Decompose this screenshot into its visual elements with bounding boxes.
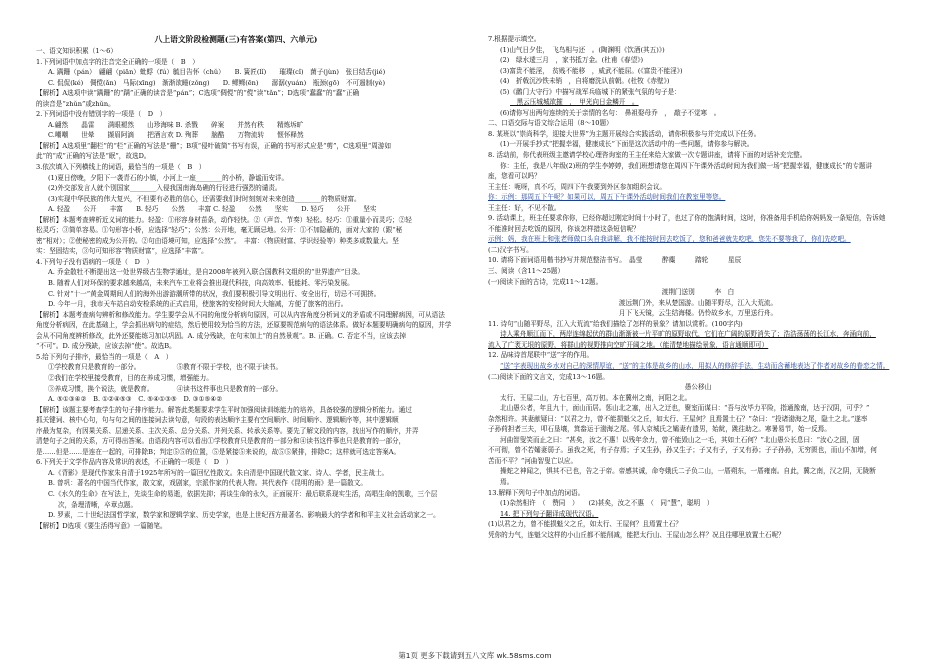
right-line-7: (6)请你写出两句连续的关于亲情的名句： 鼻祖娶母乔 ， 敲子不觉寒 。 — [500, 108, 721, 117]
left-line-34: 【解析】该题主要考查学生的句子排序能力。解答此类题要求学生平时加强阅读训练能力的培养，具备较强的逻辑分析能力。通过 — [36, 405, 412, 414]
right-line-43: 13.解释下列句子中加点的词语。 — [488, 488, 585, 497]
left-line-40: A.《背影》是现代作家朱自清于1925年所写的一篇回忆性散文。朱自清是中国现代散文家、诗人、学者，民主战士。 — [48, 468, 389, 477]
right-line-20: (二)汉字书写。 — [488, 245, 533, 254]
right-column-lines — [488, 34, 908, 540]
left-line-12: (1)夏日傍晚，夕阳下一袭青石的小镇，小河上一座________的小桥，静谧而安详。 — [48, 173, 289, 182]
right-line-37: 子孙荷担者三夫，叩石垦壤，箕畚运于渤海之尾。邻人京城氏之孀妻有遗男，始龀，跳往助之。寒暑易节，始一反焉。 — [488, 425, 831, 434]
left-line-39: 6.下列关于文学作品内容及常识的表述，不正确的一项是（ D ） — [36, 458, 233, 467]
left-line-5: 的读音是“zhǔn”或zhǔn。 — [36, 99, 115, 108]
right-line-18: 不能准时回去吃饭的原因，你该怎样措这条短信呢？ — [488, 224, 640, 233]
right-line-16: 王主任：好，不见不散。 — [488, 203, 561, 212]
left-line-9: 【解析】A选项里“翻栏”的“栏”正确的写法是“栅”；B项“侵叶破简”书写有误，正确的书写形式应是“剪”，C选项里“周游如 — [36, 141, 392, 150]
right-line-26: 月下飞天镜，云生结海楼。仍怜故乡水，万里送行舟。 — [618, 309, 778, 318]
left-line-43: 次，条理清晰，卒章点题。 — [58, 500, 138, 509]
right-line-32: (二)阅读下面的文言文，完成13～16题。 — [488, 372, 609, 381]
left-line-20: 4.下列句子没有语病的一项是（ D ） — [36, 257, 154, 266]
left-line-44: D. 罗素，二十世纪法国哲学家，数学家和逻辑学家、历史学家，也是上世纪西方最著名、影响最大的学者和和平主义社会活动家之一。 — [48, 511, 440, 520]
right-line-2: (2) 绿水逶三月 ，家书抵万金。(杜甫《春望》) — [500, 56, 644, 65]
left-line-18: 密”相对）；②使秘密的成为公开的。②句由语境可知，应选择“公然”。 丰富：（物质财富、学识经验等）种类多或数量大。坚 — [36, 236, 399, 245]
left-line-41: B. 曾巩：著名的中国当代作家，散文家，戏剧家，宗派作家的代表人物。其代表作《昆明的雨》是一篇散文。 — [48, 479, 367, 488]
left-line-38: 是……但是……是连在一起的，可排除B；判定⑤⑤的位置，⑤是紧接⑤来说的，故⑤⑤紧排，排除C；这样就可选定答案A。 — [36, 447, 401, 456]
left-line-21: A. 乔金散牡不断提出这一处世界级古生物学通址，是自2008年被列入联合国教科文组织的“世界遗产”目录。 — [48, 268, 365, 277]
left-line-45: 【解析】D选项《要生活得写意》一篇随笔。 — [36, 521, 167, 530]
left-line-31: ②我们在学校里接受教育，目的在养成习惯，增强能力。 — [48, 373, 213, 382]
right-line-9: 8. 某班以“崇尚科学，迎接大世界”为主题开展综合实践活动，请你积极参与并完成以下任务。 — [488, 129, 761, 138]
right-line-38: 河曲智叟笑而止之曰：“甚矣，汝之不惠！以残年余力，曾不能毁山之一毛，其如土石何？”北山愚公长息曰：“汝心之固，固 — [500, 435, 860, 444]
right-line-27: 11. 诗句“山随平野尽，江入大荒流”给我们描绘了怎样的景象？请加以赏析。(100字内) — [488, 319, 743, 328]
left-line-22: B. 随着人们对环保的要求越来越高，未来汽车工业将会推出现代科技，向高效率、低能耗、零污染发展。 — [48, 279, 354, 288]
left-line-29: 5.给下列句子排序，最恰当的一项是（ A ） — [36, 352, 173, 361]
left-line-30: ①学校教育只是教育的一部分。 ⑤教育不限于学校，也不限于读书。 — [48, 363, 283, 372]
left-line-28: “不可”。D. 成分残缺，应该去掉“使”。故选B。 — [36, 342, 176, 351]
page-footer: 第1页 更多下载请到五八文库 wk.58sms.com — [398, 651, 552, 660]
left-line-25: 【解析】本题考查病句辨析和修改能力。学生要学会从不同的角度分析病句原因，可以从内容角度分析词义的矛盾或不同理解病因，可从语法 — [36, 310, 445, 319]
left-line-15: A. 轻盈 公开 丰富 B. 轻巧 公然 丰富 C. 轻盈 公然 坚实 D. 轻巧 公开 坚实 — [48, 205, 377, 214]
right-line-30: 12. 品味诗首尾联中“送”字的作用。 — [488, 351, 594, 360]
left-line-27: 会从不同角度辨析修改，此外还要能练习加以巩固。A. 成分残缺，在句末加上“的自然景观”。B. 正确。C. 否定不当，应该去掉 — [36, 331, 407, 340]
right-line-25: 渡远荆门外，来从楚国游。山随平野尽，江入大荒流。 — [618, 298, 778, 307]
left-column — [36, 34, 456, 531]
left-line-1: 1.下列词语中加点字的注音完全正确的一项是（ B ） — [36, 57, 199, 66]
right-line-10: (1)一开展手抄式“把握幸福，健康成长”下面是这次活动中的一些问题，请你参与解决。 — [500, 140, 754, 149]
right-line-14: 王主任：呃呀，真不巧，周四下午我要到外区参加组织会议。 — [488, 182, 667, 191]
right-line-1: (1)山气日夕佳， 飞鸟相与还 。(陶渊明《饮酒(其五)》) — [500, 45, 665, 54]
left-line-6: 2.下列词语中没有错别字的一项是（ D ） — [36, 110, 167, 119]
right-line-29: 流入了广袤无垠的原野，将群山的视野推向空旷开阔之地。（能清楚地描绘景象，语言通顺即可） — [488, 340, 769, 349]
right-line-41: 操蛇之神闻之，惧其不已也，告之于帝。帝感其诚，命夸娥氏二子负二山，一厝朔东，一厝雍南。自此，冀之南，汉之阴，无陇断 — [500, 467, 876, 476]
left-line-8: C.嘲嘲 世晕 撷眉阿滴 把酒言欢 D. 殉葬 脑酷 万物流转 惬怀释然 — [48, 131, 304, 140]
right-line-45: 14. 把下列句子翻译成现代汉语。 — [500, 509, 599, 518]
left-line-19: 实：坚固结实，③句可知形容“物质财富”，应选择“丰富”。 — [36, 247, 208, 256]
right-line-33: 愚公移山 — [684, 383, 712, 392]
right-line-15: 你：示例：那周五下午呢？如果可以，周五下午课外活动时间我们在教室里等您。 — [488, 193, 726, 202]
left-line-33: A. ⑤①③④② B. ①②④⑤③ C. ⑤④①③⑤ D. ③①⑤④② — [48, 395, 223, 404]
left-line-14: (3)实现中华民族的伟大复兴，不但要有必胜的信心，还需要我们时时刻刻对未来创造________的物质财富。 — [48, 194, 361, 203]
right-line-39: 不可彻，曾不若孀妻弱子。虽我之死，有子存焉；子又生孙，孙又生子；子又有子，子又有孙；子子孙孙，无穷匮也，而山不加增，何 — [488, 446, 878, 455]
right-line-0: 7.根据提示填空。 — [488, 35, 541, 43]
left-line-0: 一、语文知识积累（1～6） — [36, 47, 117, 55]
left-line-4: 【解析】A选项中读“蹒跚”的“蹒”正确的读音是“pán”；C选项“倜傥”的“傥”读“tǎn”；D选项“蠢蠢”的“蠢”正确 — [36, 89, 360, 98]
right-line-22: 三、阅读（含11～25题） — [488, 267, 565, 276]
left-line-3: C. 侃侃(ké) 倜傥(ǎn) 马际(xīng) 渐渐欲睡(zǒng) D. 鳏鳏(ēn) 潺潺(yuán) 瓶颈(ɡō) 不可遏制(yè) — [48, 78, 386, 87]
left-line-24: D. 今年一月，我市天车站自动安检系统的正式启用，使旅客的安检时间大大缩减，方便了旅客的出行。 — [48, 300, 348, 309]
left-line-32: ③养成习惯，换个说法，就是教育。 ④读书这件事也只是教育的一部分。 — [48, 384, 283, 393]
right-line-21: 10. 请将下面词语用楷书抄写并规范整洁书写。 晶莹 醉麋 踏轮 星辰 — [488, 256, 742, 265]
left-line-11: 3.依次填入下列横线上的词语，最恰当的一项是（ B ） — [36, 163, 206, 172]
left-line-7: A.翩然 晶雷 满眼褪然 山珍海味 B. 杀戮 碎案 并然有秩 精炼坼旷 — [48, 120, 304, 129]
right-column — [488, 34, 908, 540]
right-line-12: 你：主任，我是八年级(2)班的学生李婷婷，我们班想请您在周四下午课外活动时间为我们做一场“把握幸福，健康成长”的专题讲 — [500, 161, 873, 170]
right-line-17: 9. 活动课上，班主任要求你你，已经你超过刚定时间十小时了，也过了你的饱满时间，这时，你准备用手机给你妈妈发一条短信，告诉她 — [488, 214, 886, 223]
right-line-19: 示例：妈，我在班上和张老师做口头自我讲解，我不能按时回去吃饭了，您和爸爸就先吃吧，您先不要等我了，你们先吃吧。 — [488, 235, 851, 244]
right-line-4: (4) 折戟沉沙铁未销 ，自将磨洗认前朝。(杜牧《赤壁》) — [500, 77, 670, 86]
right-line-31: “送”字表现出故乡水对自己的深情厚谊，“送”的主体是故乡的山水，用拟人的修辞手法，生动而含蓄地表达了作者对故乡的眷恋之情。 — [500, 361, 890, 370]
left-line-10: 此”的“成”正确的写法是“眠”，故选D。 — [36, 152, 151, 161]
right-line-3: (3)富贵不能淫， 贫贱不能移 ，威武不能屈。(《富贵不能淫》) — [500, 66, 683, 75]
left-line-17: 松灵巧；③简单容易。①句形容小桥，应选择“轻巧”；公然：公开地，毫无顾忌地。公开：①不加隐蔽的，面对大家的（跟“秘 — [36, 226, 403, 235]
right-line-35: 北山愚公者，年且九十，面山而居。惩山北之塞，出入之迂也，聚室而谋曰：“吾与汝毕力平险，指通豫南，达于汉阴，可乎？” — [500, 404, 870, 413]
left-line-2: A. 蹒跚（pán） 翩翩（piān）蚍蜉（fú）毓目告怀（chǔ） B. 簧匠(lǐ) 璀璨(cǐ) 菌子(jùn) 张目结舌(jié) — [48, 68, 386, 77]
right-line-24: 渡荆门送别 李 白 — [661, 288, 735, 297]
document-title: 八上语文阶段检测题(三)有答案(第四、六单元) — [154, 35, 318, 44]
right-line-28: 诗人乘舟顺江而下，两岸连绵起伏的群山渐渐被一片平旷的原野取代，它们在广阔的原野消失了；浩浩荡荡的长江水，奔涌向前， — [500, 330, 876, 339]
left-line-23: C. 针对“十一”黄金周期间人们的海外出游游潮所带的状况，我们要积极引导文明出行、安全出行，切忌不可拥挤。 — [48, 289, 381, 298]
right-line-23: (一)阅读下面的古诗，完成11～12题。 — [488, 277, 603, 286]
left-line-13: (2)外交部发言人就个别国家________入侵我国南海岛礁的行径进行强烈的谴责。 — [48, 184, 282, 193]
left-line-42: C.《水久的生命》在写法上，先谈生命的易逝，依据先抑；再谈生命的永久，正面展开：最后联系现实生活，高唱生命的凯歌，三个层 — [48, 489, 438, 498]
right-line-42: 焉。 — [500, 477, 514, 486]
right-line-44: (1)杂然相许 （ 赞同 ） (2)甚矣，汝之不惠 （ 同“慧”，聪明 ） — [500, 499, 714, 508]
right-line-34: 太行、王屋二山，方七百里，高万仞。本在冀州之南，河阳之北。 — [500, 393, 692, 402]
right-line-40: 苦而不平？”河曲智叟亡以应。 — [488, 456, 578, 465]
left-line-26: 角度分析病因，在此基础上，学会抓出病句的症结，然后使用较为恰当的方法，还原要规范病句的语法体系。做好本题要明确病句的原因，并学 — [36, 321, 452, 330]
left-line-16: 【解析】本题考查辨析近义词的能力。轻盈：①形容身材苗条，动作轻快。②（声音、节奏）轻松。轻巧：①重量小而灵巧；②轻 — [36, 215, 412, 224]
right-line-8: 二、口语交际与语文综合运用（8～10题） — [488, 119, 613, 128]
left-line-35: 抓关键词、核中心句，句与句之间的连接词去读句意，句段的表达顺序主要有空间顺序、时间顺序、逻辑顺序等，其中逻辑顺 — [36, 416, 399, 425]
right-line-6: 黑云压城城欲摧 ， 甲光向日金鳞开 。 — [510, 98, 639, 107]
right-line-11: 8. 活动前，你代表班级主邀请学校心理咨询室的王主任来给大家做一次专题讲座，请将下面的对话补充完整。 — [488, 151, 807, 160]
right-line-46: (1)以君之力，曾不能损魁父之丘，如太行、王屋何？且焉置土石？ — [488, 520, 682, 529]
left-column-lines — [36, 46, 456, 531]
left-line-37: 清楚句子之间的关系，方可得出答案。由语段内容可以看出①学校教育只是教育的一部分和④读书这件事也只是教育的一部分， — [36, 437, 406, 446]
right-line-5: (5)《鹳门大守行》中描写战军兵临城下的紧张气氛的句子是： — [500, 87, 681, 96]
left-line-36: 序最为复杂，有因果关系、层递关系、主次关系、总分关系、并列关系、转承关系等。要先了解文段的内容，找出写作的顺序，并弄 — [36, 426, 419, 435]
right-line-47: 凭你的力气，连魁父这样的小山丘都不能削减，能把太行山、王屋山怎么样？况且往哪里放置土石呢？ — [488, 530, 785, 539]
right-line-36: 杂然相许。其妻献疑曰：“以君之力，曾不能损魁父之丘，如太行、王屋何？且焉置土石？”杂曰：“投诸渤海之尾，隐土之北。”遂率 — [488, 414, 868, 423]
right-line-13: 座，您看可以吗？ — [488, 172, 541, 181]
